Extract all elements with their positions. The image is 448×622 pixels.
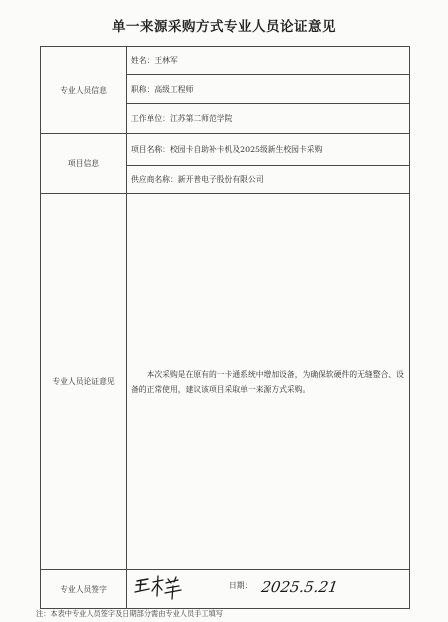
project-name-row bbox=[41, 134, 410, 166]
opinion-cell bbox=[127, 194, 410, 570]
document-title: 单一来源采购方式专业人员论证意见 bbox=[112, 19, 336, 35]
opinion-text: 本次采购是在原有的一卡通系统中增加设备，为确保软硬件的无缝整合、设备的正常使用，建议该项目采取单一来源方式采购。 bbox=[131, 369, 404, 394]
opinion-form-table bbox=[40, 46, 410, 609]
handwritten-signature bbox=[133, 574, 193, 600]
date-label: 日期： bbox=[229, 581, 253, 590]
expert-title-field: 职称：高级工程师 bbox=[127, 75, 410, 104]
signature-label: 专业人员签字 bbox=[41, 570, 127, 609]
expert-name-row bbox=[41, 47, 410, 75]
expert-name-field: 姓名：王林军 bbox=[127, 47, 410, 75]
opinion-row bbox=[41, 194, 410, 570]
svg-text:2025.5.21: 2025.5.21 bbox=[260, 578, 340, 596]
signature-cell bbox=[127, 570, 410, 609]
footnote: 注：本表中专业人员签字及日期部分需由专业人员手工填写 bbox=[36, 609, 223, 618]
opinion-label: 专业人员论证意见 bbox=[41, 194, 127, 570]
project-info-label: 项目信息 bbox=[41, 134, 127, 194]
signature-row bbox=[41, 570, 410, 609]
expert-employer-field: 工作单位：江苏第二师范学院 bbox=[127, 104, 410, 134]
supplier-name-field: 供应商名称：新开普电子股份有限公司 bbox=[127, 166, 410, 194]
expert-info-label: 专业人员信息 bbox=[41, 47, 127, 134]
handwritten-date bbox=[259, 576, 359, 598]
project-name-field: 项目名称：校园卡自助补卡机及2025级新生校园卡采购 bbox=[127, 134, 410, 166]
